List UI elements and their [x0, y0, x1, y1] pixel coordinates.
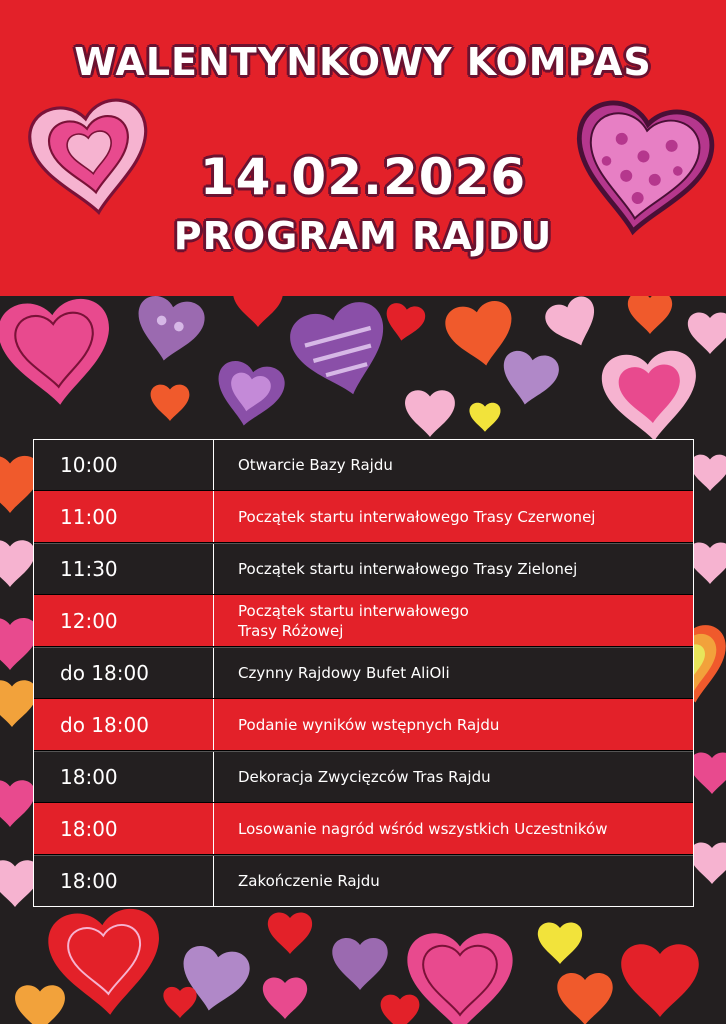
row-event: Otwarcie Bazy Rajdu: [238, 456, 393, 474]
schedule-row: [33, 751, 694, 803]
row-event: Losowanie nagród wśród wszystkich Uczestników: [238, 819, 608, 838]
schedule-row: [33, 855, 694, 907]
row-time: 18:00: [33, 752, 214, 802]
schedule-row: [33, 595, 694, 647]
schedule-row: [33, 543, 694, 595]
schedule-row: [33, 439, 694, 491]
schedule-row: [33, 699, 694, 751]
event-date: 14.02.2026: [199, 148, 527, 206]
row-time: 18:00: [33, 803, 214, 854]
event-title: WALENTYNKOWY KOMPAS: [74, 40, 652, 84]
schedule-row: [33, 647, 694, 699]
row-time: 11:30: [33, 544, 214, 594]
row-event: Początek startu interwałowego Trasy Czerwonej: [238, 507, 596, 526]
row-time: 18:00: [33, 856, 214, 906]
row-event: Początek startu interwałowego Trasy Różowej: [238, 601, 469, 640]
row-event: Dekoracja Zwycięzców Tras Rajdu: [238, 768, 491, 786]
schedule-row: [33, 491, 694, 543]
row-time: do 18:00: [33, 648, 214, 698]
row-time: 11:00: [33, 491, 214, 542]
row-time: 12:00: [33, 595, 214, 646]
row-event: Początek startu interwałowego Trasy Zielonej: [238, 560, 578, 578]
schedule-table: [33, 439, 694, 907]
row-event: Czynny Rajdowy Bufet AliOli: [238, 664, 450, 682]
row-time: do 18:00: [33, 699, 214, 750]
row-event: Zakończenie Rajdu: [238, 872, 380, 890]
row-event: Podanie wyników wstępnych Rajdu: [238, 715, 500, 734]
row-time: 10:00: [33, 440, 214, 490]
program-title: PROGRAM RAJDU: [173, 214, 553, 258]
schedule-row: [33, 803, 694, 855]
